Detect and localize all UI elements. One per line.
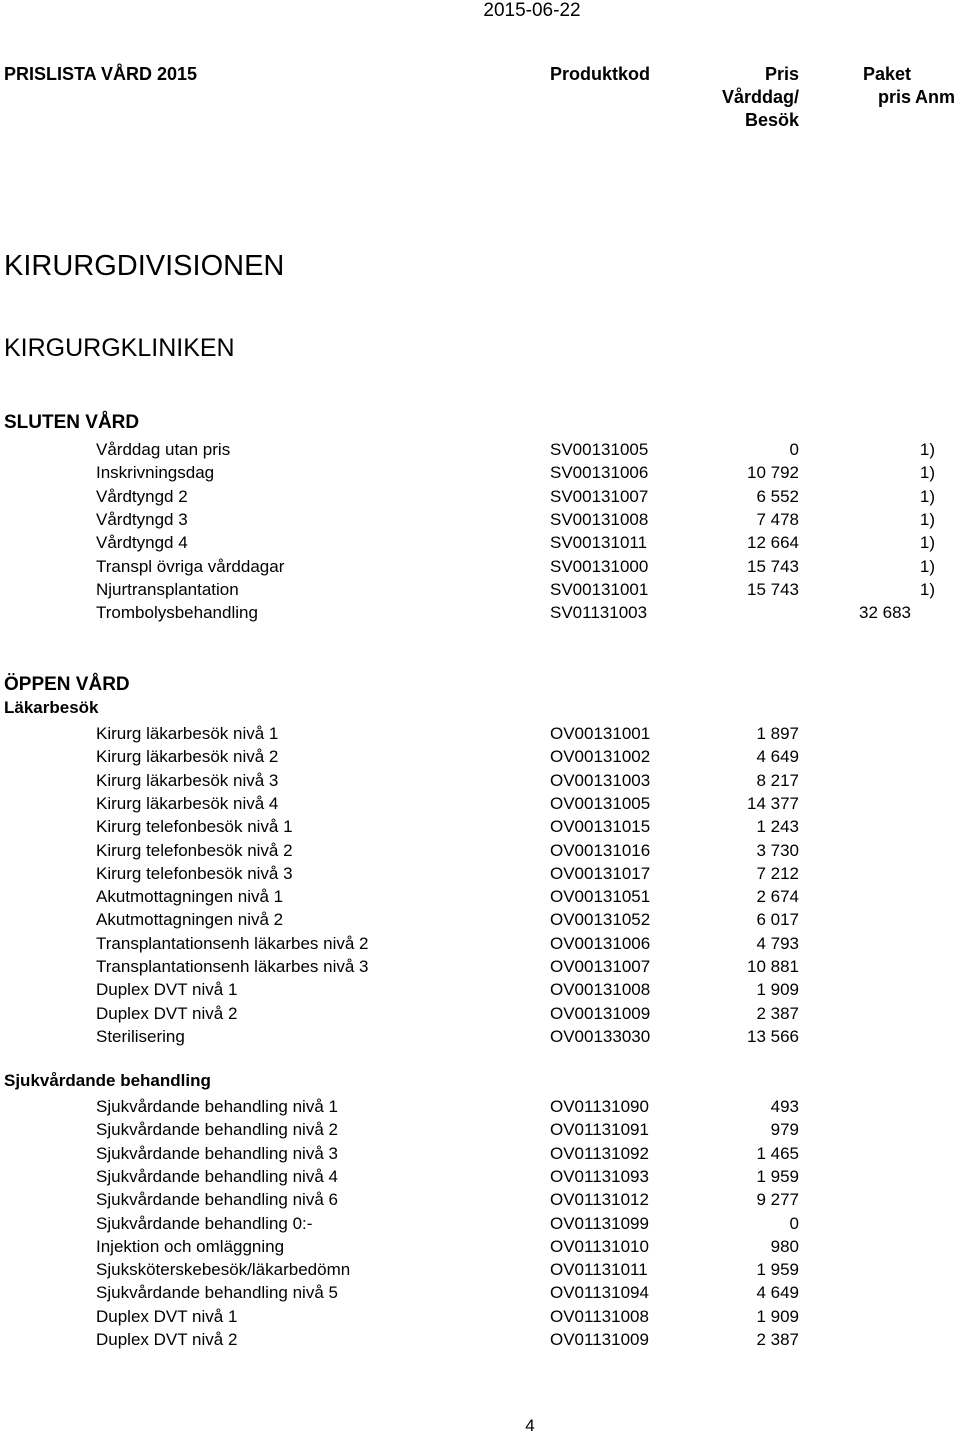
product-code: OV00131002 xyxy=(550,747,651,767)
service-name: Duplex DVT nivå 1 xyxy=(96,980,238,1000)
table-row xyxy=(0,1328,960,1351)
service-name: Njurtransplantation xyxy=(96,579,239,599)
product-code: OV00131007 xyxy=(550,957,651,976)
service-name: Duplex DVT nivå 1 xyxy=(96,1306,238,1326)
package-price: 32 683 xyxy=(859,603,911,623)
product-code: SV00131006 xyxy=(550,463,649,483)
product-code: OV00131001 xyxy=(550,724,651,743)
product-code: OV01131011 xyxy=(550,1260,648,1280)
price-value: 979 xyxy=(770,1120,799,1140)
table-row xyxy=(0,1212,960,1235)
price-value: 8 217 xyxy=(756,770,799,790)
price-value: 493 xyxy=(770,1097,799,1116)
price-value: 7 212 xyxy=(756,863,799,883)
price-value: 7 478 xyxy=(756,509,799,529)
price-value: 6 552 xyxy=(756,486,799,506)
service-name: Kirurg telefonbesök nivå 3 xyxy=(96,863,293,883)
price-value: 1 959 xyxy=(756,1260,799,1280)
remark-note: 1) xyxy=(919,579,935,599)
table-row xyxy=(0,932,960,955)
table-row xyxy=(0,1025,960,1048)
product-code: OV01131010 xyxy=(550,1236,649,1256)
service-name: Akutmottagningen nivå 1 xyxy=(96,887,284,907)
service-name: Injektion och omläggning xyxy=(96,1236,285,1256)
product-code: SV00131001 xyxy=(550,579,649,599)
service-name: Sjukvårdande behandling nivå 1 xyxy=(96,1097,338,1116)
price-value: 1 465 xyxy=(756,1143,799,1163)
service-name: Sterilisering xyxy=(96,1026,185,1046)
service-name: Sjukvårdande behandling nivå 5 xyxy=(96,1283,338,1303)
table-row xyxy=(0,1281,960,1304)
product-code: OV00133030 xyxy=(550,1026,651,1046)
product-code: OV01131092 xyxy=(550,1143,649,1163)
table-row xyxy=(0,531,960,554)
product-code: OV00131016 xyxy=(550,840,651,860)
page-number: 4 xyxy=(525,1416,535,1435)
product-code: OV00131051 xyxy=(550,887,651,907)
product-code: OV01131091 xyxy=(550,1120,649,1140)
table-row xyxy=(0,1188,960,1211)
service-name: Kirurg telefonbesök nivå 1 xyxy=(96,817,293,837)
subsection-title-lakarbesok: Läkarbesök xyxy=(4,698,99,717)
service-name: Sjukvårdande behandling nivå 3 xyxy=(96,1143,338,1163)
product-code: OV00131009 xyxy=(550,1003,651,1023)
service-name: Kirurg läkarbesök nivå 1 xyxy=(96,724,279,743)
table-row xyxy=(0,461,960,484)
column-header-pris: Pris xyxy=(764,64,799,84)
price-value: 12 664 xyxy=(747,533,799,553)
service-name: Sjuksköterskebesök/läkarbedömn xyxy=(96,1260,351,1280)
product-code: SV00131008 xyxy=(550,509,649,529)
service-name: Sjukvårdande behandling nivå 6 xyxy=(96,1190,338,1210)
product-code: SV00131011 xyxy=(550,533,648,553)
table-row xyxy=(0,1142,960,1165)
remark-note: 1) xyxy=(919,556,935,576)
price-value: 2 387 xyxy=(756,1330,799,1349)
table-row xyxy=(0,508,960,531)
division-title: KIRURGDIVISIONEN xyxy=(4,250,285,282)
service-name: Vårdtyngd 4 xyxy=(96,533,188,553)
product-code: OV01131009 xyxy=(550,1330,649,1349)
price-value: 10 792 xyxy=(747,463,799,483)
price-value: 1 897 xyxy=(756,724,799,743)
service-name: Transplantationsenh läkarbes nivå 3 xyxy=(96,957,369,976)
product-code: SV00131007 xyxy=(550,486,649,506)
column-header-pris-unit: Vårddag/ xyxy=(721,87,799,107)
service-name: Vårdtyngd 2 xyxy=(96,486,188,506)
section-title-oppen-vard: ÖPPEN VÅRD xyxy=(4,674,130,695)
table-row xyxy=(0,555,960,578)
product-code: OV00131003 xyxy=(550,770,651,790)
price-value: 13 566 xyxy=(747,1026,799,1046)
table-row xyxy=(0,815,960,838)
product-code: OV01131094 xyxy=(550,1283,649,1303)
service-name: Vårddag utan pris xyxy=(96,440,231,459)
table-row xyxy=(0,1235,960,1258)
remark-note: 1) xyxy=(919,486,935,506)
price-value: 4 793 xyxy=(756,933,799,953)
product-code: OV01131008 xyxy=(550,1306,649,1326)
table-row xyxy=(0,908,960,931)
table-row xyxy=(0,792,960,815)
table-row xyxy=(0,955,960,978)
price-value: 3 730 xyxy=(756,840,799,860)
table-row xyxy=(0,438,960,461)
product-code: SV01131003 xyxy=(550,603,648,623)
price-value: 0 xyxy=(789,1213,799,1233)
product-code: OV01131093 xyxy=(550,1166,649,1186)
remark-note: 1) xyxy=(919,463,935,483)
price-value: 9 277 xyxy=(756,1190,799,1210)
remark-note: 1) xyxy=(919,440,935,459)
price-value: 1 909 xyxy=(756,980,799,1000)
price-value: 2 387 xyxy=(756,1003,799,1023)
service-name: Sjukvårdande behandling 0:- xyxy=(96,1213,313,1233)
price-value: 14 377 xyxy=(747,793,799,813)
price-value: 980 xyxy=(770,1236,799,1256)
document-title: PRISLISTA VÅRD 2015 xyxy=(4,64,198,84)
service-name: Duplex DVT nivå 2 xyxy=(96,1330,238,1349)
table-row xyxy=(0,601,960,624)
service-name: Inskrivningsdag xyxy=(96,463,215,483)
remark-note: 1) xyxy=(919,533,935,553)
product-code: SV00131000 xyxy=(550,556,649,576)
price-value: 1 959 xyxy=(756,1166,799,1186)
product-code: OV01131090 xyxy=(550,1097,649,1116)
table-row xyxy=(0,722,960,745)
table-row xyxy=(0,1165,960,1188)
price-value: 4 649 xyxy=(756,1283,799,1303)
header-date: 2015-06-22 xyxy=(483,0,581,21)
price-value: 10 881 xyxy=(747,957,799,976)
product-code: OV01131012 xyxy=(550,1190,649,1210)
table-row xyxy=(0,1305,960,1328)
product-code: OV00131015 xyxy=(550,817,651,837)
price-value: 15 743 xyxy=(747,579,799,599)
table-row xyxy=(0,769,960,792)
table-row xyxy=(0,1002,960,1025)
column-header-pris-besok: Besök xyxy=(744,110,799,130)
table-row xyxy=(0,862,960,885)
table-row xyxy=(0,578,960,601)
product-code: SV00131005 xyxy=(550,440,649,459)
product-code: OV00131006 xyxy=(550,933,651,953)
remark-note: 1) xyxy=(919,509,935,529)
product-code: OV00131017 xyxy=(550,863,651,883)
table-row xyxy=(0,485,960,508)
service-name: Kirurg läkarbesök nivå 3 xyxy=(96,770,279,790)
table-row xyxy=(0,839,960,862)
service-name: Sjukvårdande behandling nivå 2 xyxy=(96,1120,338,1140)
service-name: Akutmottagningen nivå 2 xyxy=(96,910,284,930)
service-name: Trombolysbehandling xyxy=(96,603,258,623)
column-header-paket: Paket xyxy=(862,64,911,84)
column-header-paket-pris: pris xyxy=(877,87,911,107)
column-header-anm: Anm xyxy=(915,87,955,107)
section-title-sluten-vard: SLUTEN VÅRD xyxy=(4,412,140,433)
price-value: 2 674 xyxy=(756,887,799,907)
service-name: Kirurg läkarbesök nivå 2 xyxy=(96,747,279,767)
service-name: Kirurg telefonbesök nivå 2 xyxy=(96,840,293,860)
product-code: OV00131052 xyxy=(550,910,651,930)
table-row xyxy=(0,1118,960,1141)
column-header-produktkod: Produktkod xyxy=(550,64,651,84)
service-name: Transplantationsenh läkarbes nivå 2 xyxy=(96,933,369,953)
price-value: 0 xyxy=(789,440,799,459)
price-value: 6 017 xyxy=(756,910,799,930)
table-row xyxy=(0,1258,960,1281)
service-name: Transpl övriga vårddagar xyxy=(96,556,285,576)
product-code: OV00131008 xyxy=(550,980,651,1000)
table-row xyxy=(0,1095,960,1118)
service-name: Duplex DVT nivå 2 xyxy=(96,1003,238,1023)
clinic-title: KIRGURGKLINIKEN xyxy=(4,334,235,362)
service-name: Vårdtyngd 3 xyxy=(96,509,188,529)
service-name: Sjukvårdande behandling nivå 4 xyxy=(96,1166,338,1186)
price-value: 1 909 xyxy=(756,1306,799,1326)
price-value: 1 243 xyxy=(756,817,799,837)
product-code: OV01131099 xyxy=(550,1213,649,1233)
price-value: 4 649 xyxy=(756,747,799,767)
table-row xyxy=(0,978,960,1001)
table-row xyxy=(0,745,960,768)
product-code: OV00131005 xyxy=(550,793,651,813)
price-value: 15 743 xyxy=(747,556,799,576)
table-row xyxy=(0,885,960,908)
subsection-title-sjukvardande: Sjukvårdande behandling xyxy=(4,1071,211,1090)
service-name: Kirurg läkarbesök nivå 4 xyxy=(96,793,279,813)
